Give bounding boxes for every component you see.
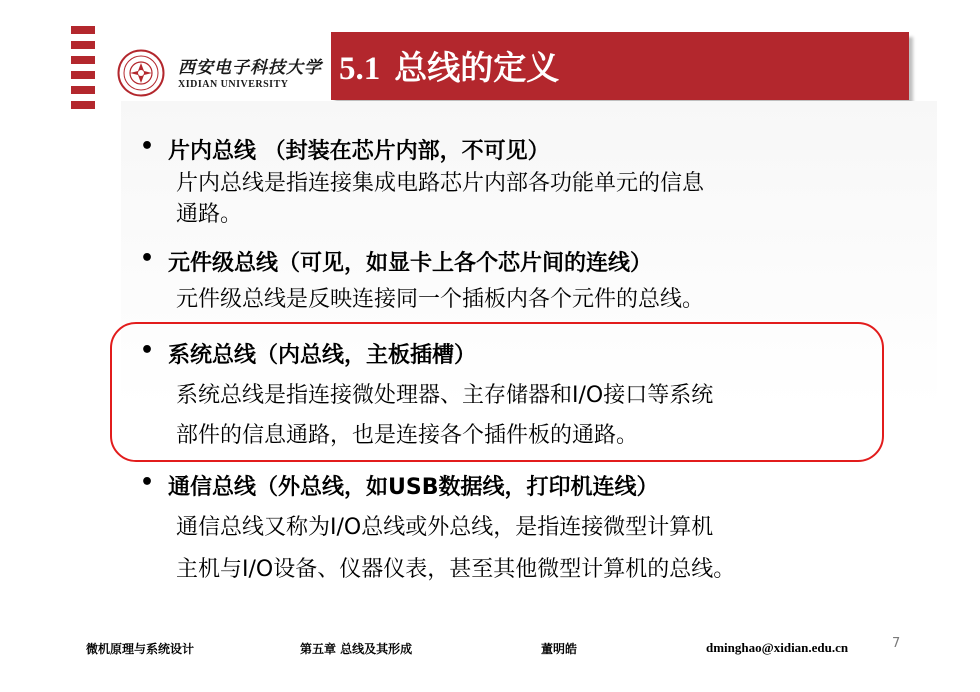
item-heading: 通信总线（外总线，如USB数据线，打印机连线） — [168, 475, 659, 500]
item-text: 通路。 — [176, 202, 243, 227]
header-stripes — [71, 26, 95, 116]
item-text: 系统总线是指连接微处理器、主存储器和I/O接口等系统 — [176, 383, 714, 408]
section-number: 5.1 — [339, 51, 381, 87]
university-seal-icon — [117, 49, 165, 97]
item-text: 主机与I/O设备、仪器仪表，甚至其他微型计算机的总线。 — [176, 557, 736, 582]
bullet-marker: • — [140, 134, 155, 159]
slide-title — [339, 42, 559, 89]
footer-author: 董明皓 — [541, 642, 578, 656]
page-number: 7 — [892, 636, 901, 651]
bullet-marker: • — [140, 338, 155, 363]
section-title: 总线的定义 — [394, 48, 560, 87]
item-text: 部件的信息通路，也是连接各个插件板的通路。 — [176, 423, 639, 448]
item-text: 通信总线又称为I/O总线或外总线，是指连接微型计算机 — [176, 515, 714, 540]
bullet-marker: • — [140, 246, 155, 271]
stripe — [71, 26, 95, 34]
item-heading: 片内总线 （封装在芯片内部，不可见） — [168, 139, 550, 164]
item-heading: 系统总线（内总线，主板插槽） — [168, 343, 477, 368]
stripe — [71, 101, 95, 109]
footer-course: 微机原理与系统设计 — [86, 642, 195, 656]
item-heading: 元件级总线（可见，如显卡上各个芯片间的连线） — [168, 251, 653, 276]
stripe — [71, 56, 95, 64]
footer-chapter: 第五章 总线及其形成 — [300, 642, 413, 656]
bullet-marker: • — [140, 470, 155, 495]
university-name-cn: 西安电子科技大学 — [178, 58, 322, 78]
item-text: 片内总线是指连接集成电路芯片内部各功能单元的信息 — [176, 171, 705, 196]
stripe — [71, 86, 95, 94]
stripe — [71, 71, 95, 79]
stripe — [71, 41, 95, 49]
footer-email: dminghao@xidian.edu.cn — [706, 640, 849, 655]
item-text: 元件级总线是反映连接同一个插板内各个元件的总线。 — [176, 287, 705, 312]
university-name-en: XIDIAN UNIVERSITY — [178, 79, 289, 90]
